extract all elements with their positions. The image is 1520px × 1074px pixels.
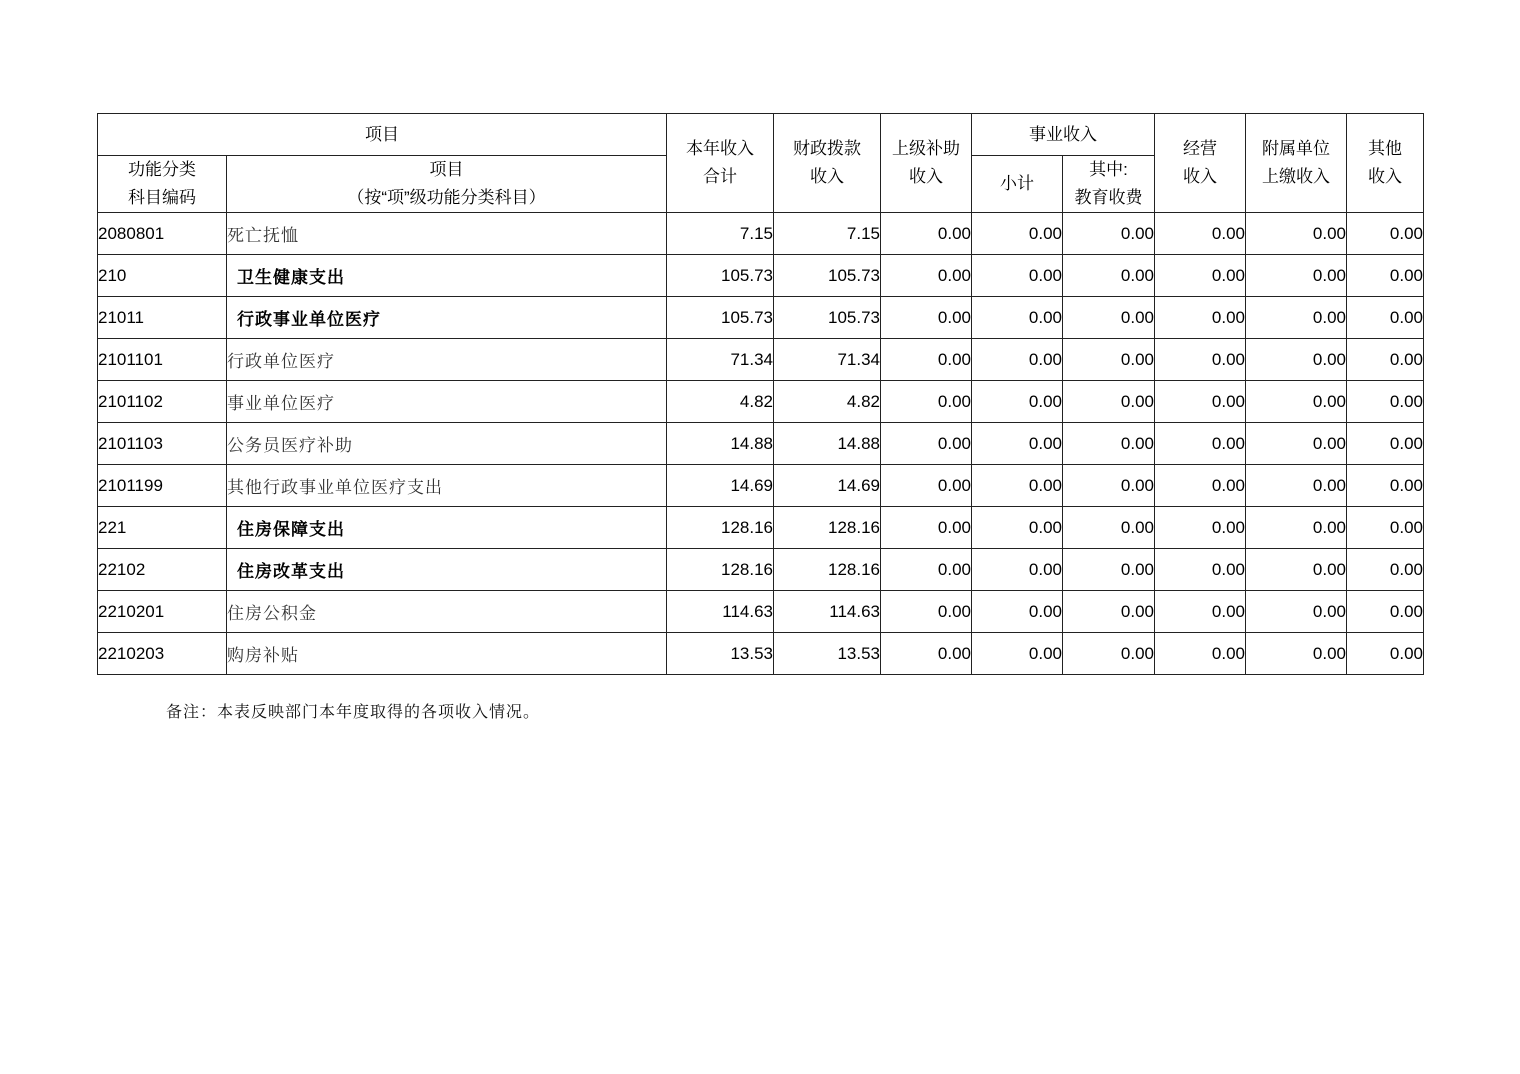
row-value: 0.00: [1063, 339, 1155, 381]
row-value: 0.00: [1347, 633, 1424, 675]
row-value: 0.00: [1063, 549, 1155, 591]
header-fiscal: [774, 114, 881, 213]
row-value: 14.69: [667, 465, 774, 507]
row-value: 0.00: [881, 423, 972, 465]
header-name-line2: （按“项”级功能分类科目）: [347, 188, 546, 207]
row-value: 0.00: [881, 255, 972, 297]
table-row: [98, 549, 1424, 591]
row-value: 0.00: [1347, 549, 1424, 591]
header-business-line2: 收入: [1183, 167, 1217, 186]
row-value: 0.00: [1155, 381, 1246, 423]
row-code: 22102: [98, 549, 227, 591]
row-value: 13.53: [774, 633, 881, 675]
row-value: 0.00: [1246, 423, 1347, 465]
row-value: 0.00: [1246, 507, 1347, 549]
row-value: 0.00: [1063, 297, 1155, 339]
row-value: 0.00: [1246, 297, 1347, 339]
row-code: 2210201: [98, 591, 227, 633]
header-subtotal: 小计: [972, 156, 1063, 213]
row-name: 住房改革支出: [227, 549, 667, 591]
header-code-line2: 科目编码: [128, 188, 196, 207]
row-value: 0.00: [972, 381, 1063, 423]
row-value: 0.00: [881, 339, 972, 381]
row-value: 0.00: [881, 549, 972, 591]
row-value: 4.82: [667, 381, 774, 423]
header-superior: [881, 114, 972, 213]
header-other: [1347, 114, 1424, 213]
row-value: 0.00: [1347, 339, 1424, 381]
table-row: [98, 339, 1424, 381]
row-code: 2101102: [98, 381, 227, 423]
row-name: 住房公积金: [227, 591, 667, 633]
header-fiscal-line1: 财政拨款: [793, 139, 861, 158]
row-value: 128.16: [774, 549, 881, 591]
row-value: 0.00: [972, 465, 1063, 507]
row-value: 0.00: [1246, 633, 1347, 675]
header-code-line1: 功能分类: [128, 160, 196, 179]
row-code: 2210203: [98, 633, 227, 675]
row-value: 0.00: [881, 633, 972, 675]
row-value: 0.00: [1347, 297, 1424, 339]
header-business-line1: 经营: [1183, 139, 1217, 158]
row-value: 0.00: [1155, 591, 1246, 633]
header-edu: [1063, 156, 1155, 213]
row-value: 105.73: [667, 297, 774, 339]
row-value: 0.00: [881, 507, 972, 549]
table-row: [98, 633, 1424, 675]
row-value: 0.00: [881, 213, 972, 255]
row-value: 0.00: [1246, 339, 1347, 381]
table-row: [98, 591, 1424, 633]
header-affiliated-line1: 附属单位: [1262, 139, 1330, 158]
row-value: 0.00: [1063, 423, 1155, 465]
row-value: 0.00: [1063, 507, 1155, 549]
row-name: 其他行政事业单位医疗支出: [227, 465, 667, 507]
row-value: 0.00: [1246, 255, 1347, 297]
row-value: 7.15: [667, 213, 774, 255]
table-row: [98, 423, 1424, 465]
table-row: [98, 465, 1424, 507]
row-value: 0.00: [1347, 465, 1424, 507]
header-edu-line2: 教育收费: [1074, 188, 1143, 207]
row-value: 0.00: [1246, 591, 1347, 633]
header-affiliated-line2: 上缴收入: [1262, 167, 1330, 186]
row-value: 0.00: [881, 465, 972, 507]
row-code: 2080801: [98, 213, 227, 255]
header-total-line2: 合计: [703, 167, 737, 186]
row-value: 0.00: [1155, 633, 1246, 675]
row-value: 0.00: [972, 633, 1063, 675]
row-name: 死亡抚恤: [227, 213, 667, 255]
header-fiscal-line2: 收入: [810, 167, 844, 186]
row-value: 14.88: [667, 423, 774, 465]
row-value: 0.00: [1155, 255, 1246, 297]
row-value: 0.00: [1155, 465, 1246, 507]
header-name-col: [227, 156, 667, 213]
header-business: [1155, 114, 1246, 213]
row-value: 0.00: [1063, 255, 1155, 297]
table-row: [98, 297, 1424, 339]
row-code: 210: [98, 255, 227, 297]
row-code: 2101103: [98, 423, 227, 465]
row-value: 0.00: [972, 507, 1063, 549]
header-other-line1: 其他: [1368, 139, 1402, 158]
table-row: [98, 213, 1424, 255]
row-name: 购房补贴: [227, 633, 667, 675]
income-table: [97, 113, 1424, 675]
header-name-line1: 项目: [429, 160, 464, 179]
header-other-line2: 收入: [1368, 167, 1402, 186]
table-body: [98, 213, 1424, 675]
header-affiliated: [1246, 114, 1347, 213]
row-value: 0.00: [1155, 297, 1246, 339]
row-value: 0.00: [972, 423, 1063, 465]
row-value: 0.00: [972, 591, 1063, 633]
row-value: 128.16: [667, 549, 774, 591]
row-value: 128.16: [774, 507, 881, 549]
row-value: 0.00: [1246, 549, 1347, 591]
row-value: 0.00: [1155, 423, 1246, 465]
row-code: 21011: [98, 297, 227, 339]
footnote: 备注：本表反映部门本年度取得的各项收入情况。: [166, 702, 541, 721]
row-value: 0.00: [1347, 213, 1424, 255]
table-row: [98, 255, 1424, 297]
header-superior-line2: 收入: [909, 167, 943, 186]
row-value: 0.00: [1347, 591, 1424, 633]
row-name: 行政事业单位医疗: [227, 297, 667, 339]
table-header: [98, 114, 1424, 213]
header-superior-line1: 上级补助: [892, 139, 960, 158]
row-name: 卫生健康支出: [227, 255, 667, 297]
row-value: 0.00: [972, 255, 1063, 297]
table-row: [98, 507, 1424, 549]
row-value: 0.00: [1063, 213, 1155, 255]
row-value: 0.00: [1347, 507, 1424, 549]
row-value: 114.63: [774, 591, 881, 633]
row-value: 0.00: [1063, 381, 1155, 423]
row-value: 71.34: [774, 339, 881, 381]
row-value: 7.15: [774, 213, 881, 255]
row-value: 14.69: [774, 465, 881, 507]
row-code: 221: [98, 507, 227, 549]
row-value: 13.53: [667, 633, 774, 675]
row-value: 105.73: [667, 255, 774, 297]
row-value: 0.00: [972, 339, 1063, 381]
header-edu-line1: 其中:: [1089, 160, 1128, 179]
header-career-group: 事业收入: [972, 114, 1155, 156]
row-value: 128.16: [667, 507, 774, 549]
row-value: 0.00: [881, 297, 972, 339]
header-total-line1: 本年收入: [686, 139, 754, 158]
row-value: 0.00: [1246, 213, 1347, 255]
row-name: 事业单位医疗: [227, 381, 667, 423]
row-value: 0.00: [1155, 507, 1246, 549]
row-value: 105.73: [774, 255, 881, 297]
row-value: 0.00: [881, 591, 972, 633]
header-total: [667, 114, 774, 213]
row-value: 0.00: [1347, 423, 1424, 465]
row-name: 公务员医疗补助: [227, 423, 667, 465]
row-value: 0.00: [1063, 465, 1155, 507]
row-value: 0.00: [1347, 381, 1424, 423]
row-value: 0.00: [972, 213, 1063, 255]
row-value: 14.88: [774, 423, 881, 465]
row-value: 4.82: [774, 381, 881, 423]
row-value: 0.00: [1155, 549, 1246, 591]
row-value: 105.73: [774, 297, 881, 339]
row-code: 2101199: [98, 465, 227, 507]
header-code-col: [98, 156, 227, 213]
row-name: 住房保障支出: [227, 507, 667, 549]
row-value: 0.00: [1246, 465, 1347, 507]
row-value: 0.00: [1246, 381, 1347, 423]
row-value: 0.00: [972, 549, 1063, 591]
row-value: 114.63: [667, 591, 774, 633]
row-name: 行政单位医疗: [227, 339, 667, 381]
header-project-group: 项目: [98, 114, 667, 156]
table-row: [98, 381, 1424, 423]
row-value: 71.34: [667, 339, 774, 381]
row-value: 0.00: [1155, 213, 1246, 255]
row-value: 0.00: [881, 381, 972, 423]
row-value: 0.00: [1063, 633, 1155, 675]
row-value: 0.00: [1155, 339, 1246, 381]
row-value: 0.00: [1063, 591, 1155, 633]
row-value: 0.00: [972, 297, 1063, 339]
row-code: 2101101: [98, 339, 227, 381]
row-value: 0.00: [1347, 255, 1424, 297]
